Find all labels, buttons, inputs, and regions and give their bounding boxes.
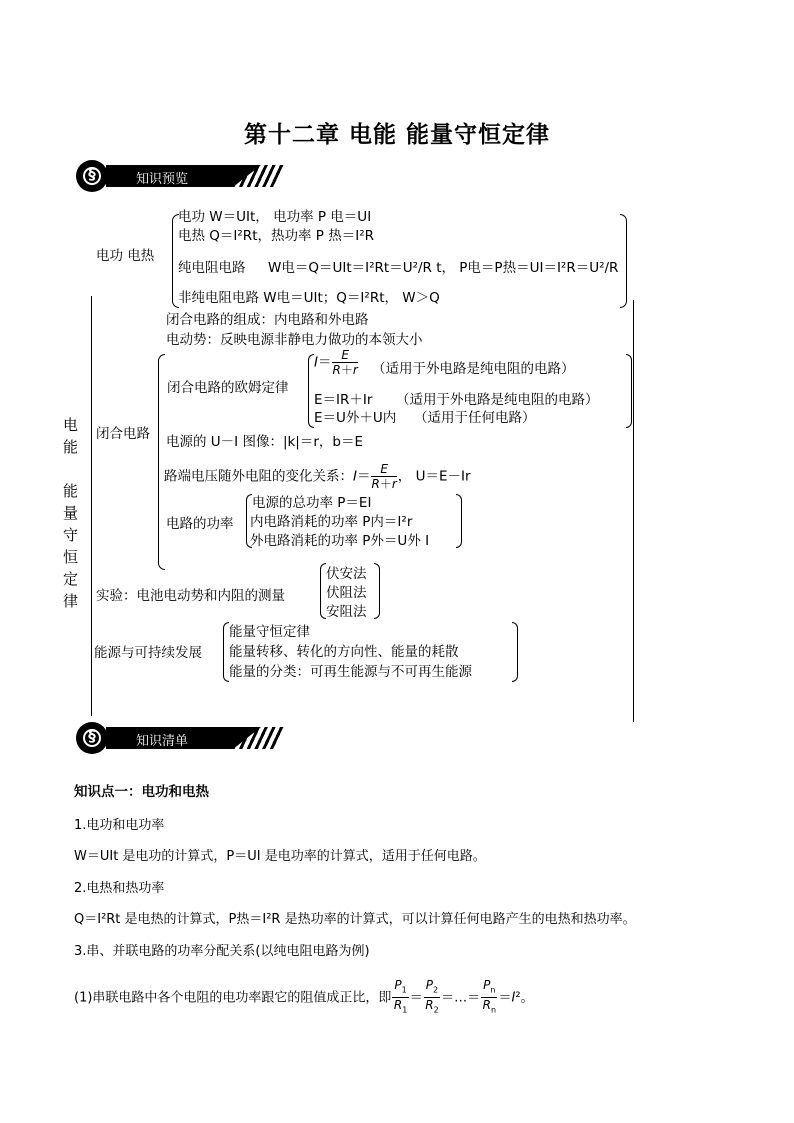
map-right-line (633, 300, 634, 722)
map-ohm1-note: （适用于外电路是纯电阻的电路） (372, 361, 575, 377)
preview-banner-label: 知识预览 (136, 172, 189, 187)
map-exp-method-0: 伏安法 (326, 566, 367, 582)
list-banner (76, 722, 296, 754)
map-experiment: 实验：电池电动势和内阻的测量 (96, 588, 285, 604)
map-p-outer: 外电路消耗的功率 P外＝U外 I (250, 533, 430, 549)
section-badge-icon: § (76, 722, 108, 754)
brace-energy-right (512, 622, 518, 682)
section-1-heading: 1.电功和电功率 (74, 818, 165, 833)
map-exp-method-1: 伏阻法 (326, 585, 367, 601)
brace-exp-right (374, 563, 380, 619)
map-left-brace (91, 296, 92, 716)
list-banner-label: 知识清单 (136, 734, 189, 749)
map-energy-0: 能量守恒定律 (229, 624, 310, 640)
map-power-heat: 电功 电热 (96, 248, 155, 264)
map-ohm3: E＝U外＋U内 (314, 410, 397, 426)
section-3-heading: 3.串、并联电路的功率分配关系(以纯电阻电路为例) (74, 944, 370, 959)
map-energy-1: 能量转移、转化的方向性、能量的耗散 (229, 644, 459, 660)
map-heat: 电热 Q＝I²Rt，热功率 P 热＝I²R (178, 228, 374, 244)
section-3-item-1: (1)串联电路中各个电阻的电功率跟它的阻值成正比，即 $\frac{P_1}{R_1}$ ＝ $\frac{P_2}{R_2}$ ＝…＝ $\frac{P_n}{R_n}$ ＝I²。 (74, 978, 534, 1015)
page-title: 第十二章 电能 能量守恒定律 (243, 122, 550, 148)
section-2-heading: 2.电热和热功率 (74, 881, 165, 896)
map-p-inner: 内电路消耗的功率 P内＝I²r (250, 514, 413, 530)
map-ui-graph: 电源的 U－I 图像：|k|＝r，b＝E (166, 434, 364, 450)
preview-banner (76, 160, 296, 192)
map-energy: 能源与可持续发展 (94, 645, 202, 661)
section-1-text: W＝UIt 是电功的计算式，P＝UI 是电功率的计算式，适用于任何电路。 (74, 849, 486, 864)
map-closed-composition: 闭合电路的组成：内电路和外电路 (166, 312, 369, 328)
map-work: 电功 W＝UIt， 电功率 P 电＝UI (178, 209, 372, 225)
map-p-total: 电源的总功率 P＝EI (252, 495, 372, 511)
knowledge-point-heading: 知识点一：电功和电热 (74, 784, 209, 800)
map-ohm2-note: （适用于外电路是纯电阻的电路） (396, 392, 599, 408)
section-2-text: Q＝I²Rt 是电热的计算式，P热＝I²R 是热功率的计算式，可以计算任何电路产生的电热和热功率。 (74, 912, 636, 927)
brace-power-right (620, 214, 627, 308)
section-badge-icon: § (76, 160, 108, 192)
map-ohm1: I＝ $\frac{E}{R+r}$ (314, 348, 358, 377)
map-power-label: 电路的功率 (166, 516, 234, 532)
brace-ohm-right (626, 354, 632, 428)
side-label-2: 能量守恒定律 (63, 482, 79, 610)
map-ohm3-note: （适用于任何电路） (414, 410, 536, 426)
map-closed: 闭合电路 (96, 426, 150, 442)
brace-power-sub-right (456, 494, 462, 548)
map-ohm-label: 闭合电路的欧姆定律 (167, 380, 289, 396)
map-nonpure: 非纯电阻电路 W电＝UIt；Q＝I²Rt， W＞Q (178, 290, 440, 306)
map-ohm2: E＝IR＋Ir (314, 392, 373, 408)
map-energy-2: 能量的分类：可再生能源与不可再生能源 (229, 664, 472, 680)
map-terminal: 路端电压随外电阻的变化关系：I＝ $\frac{E}{R+r}$ ， U＝E－Ir (164, 462, 471, 491)
side-label-1: 电能 (63, 416, 79, 456)
map-emf: 电动势：反映电源非静电力做功的本领大小 (166, 332, 423, 348)
map-pure-label: 纯电阻电路 (178, 260, 246, 276)
map-pure-formula: W电＝Q＝UIt＝I²Rt＝U²/R t， P电＝P热＝UI＝I²R＝U²/R (268, 260, 619, 276)
map-exp-method-2: 安阻法 (326, 604, 367, 620)
